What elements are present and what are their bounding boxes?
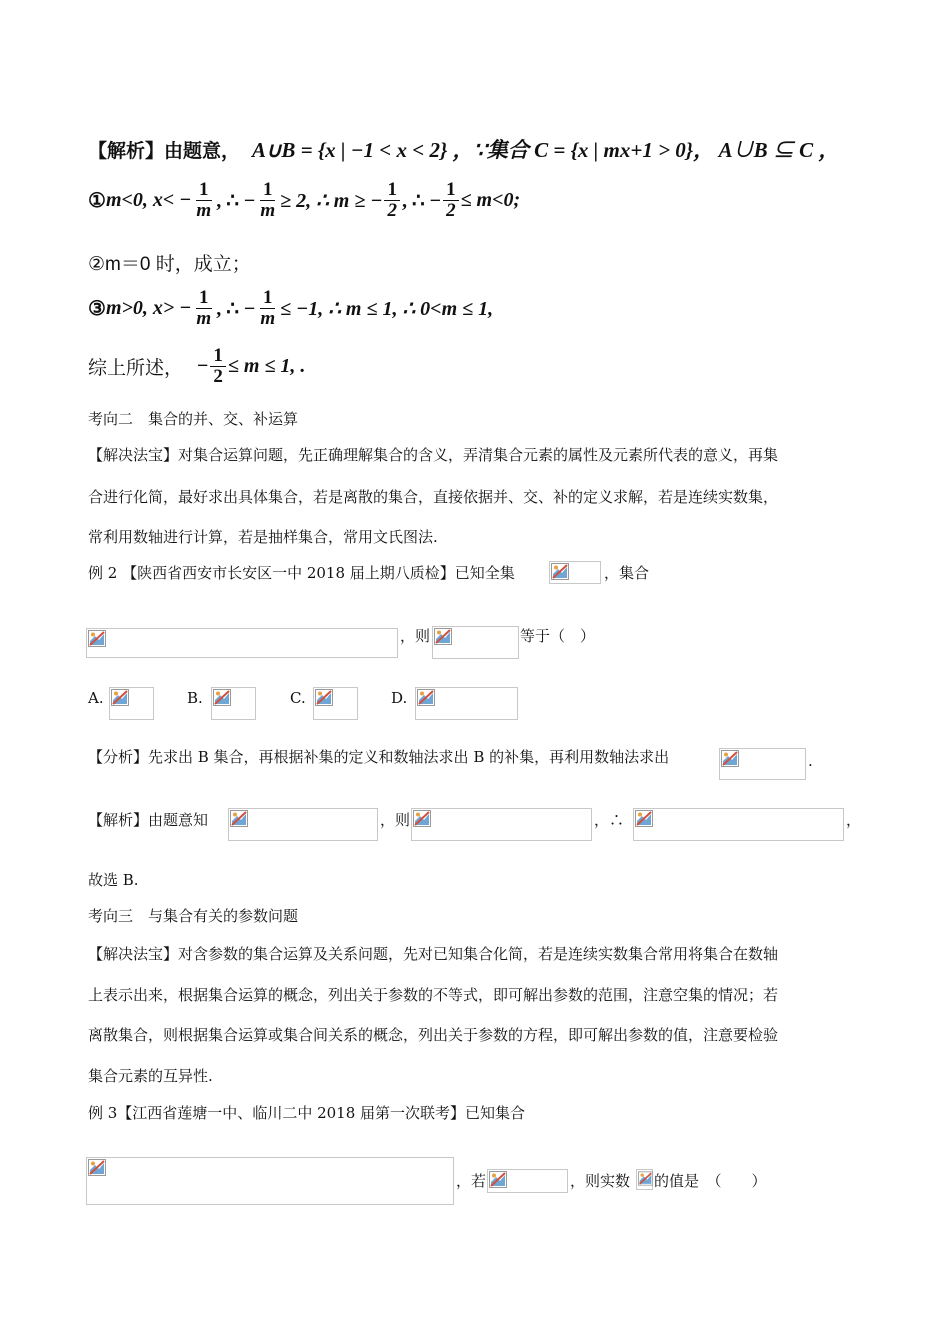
method-paragraph-line: 上表示出来，根据集合运算的概念，列出关于参数的不等式，即可解出参数的范围，注意空集的情况；若: [88, 986, 779, 1004]
fraction: $\frac{1}{2}$: [443, 180, 459, 221]
case-3-line: ③ m>0, x> − $\frac{1}{m}$ , ∴ − $\frac{1}{m}$ ≤ −1, ∴ m ≤ 1, ∴ 0<m ≤ 1,: [88, 287, 494, 329]
method-paragraph-line: 【解决法宝】对含参数的集合运算及关系问题，先对已知集合化简，若是连续实数集合常用将集合在数轴: [88, 945, 779, 963]
broken-image-icon: [417, 689, 435, 706]
solution-math-union: A∪B = {x | −1 < x < 2} ，∵集合 C = {x | mx+1 > 0}， A∪B ⊆ C ，: [252, 138, 840, 162]
analysis-end: .: [808, 752, 813, 770]
analysis-text: 【分析】先求出 B 集合，再根据补集的定义和数轴法求出 B 的补集，再利用数轴法求出: [88, 748, 670, 766]
broken-image-icon: [88, 630, 106, 647]
formula-image: [432, 626, 519, 659]
method-paragraph-line: 离散集合，则根据集合运算或集合间关系的概念，列出关于参数的方程，即可解出参数的值，注意要检验: [88, 1026, 779, 1044]
answer-text: 故选 B.: [88, 871, 139, 889]
case-2-line: ②m＝0 时，成立；: [88, 254, 251, 275]
solution-2-therefore: ，∴: [594, 811, 625, 829]
option-c-image[interactable]: [313, 687, 358, 720]
section-heading: 考向三 与集合有关的参数问题: [88, 907, 299, 925]
formula-image: [86, 628, 398, 658]
broken-image-icon: [230, 810, 248, 827]
formula-image: [487, 1169, 568, 1193]
solution-prefix: 【解析】由题意，: [88, 140, 241, 162]
solution-line-1: [88, 134, 839, 164]
example-2-set-text: ，集合: [604, 564, 650, 582]
example-3-if: ，若: [456, 1172, 487, 1190]
formula-image: [411, 808, 592, 841]
example-3-intro: 例 3【江西省莲塘一中、临川二中 2018 届第一次联考】已知集合: [88, 1104, 526, 1122]
method-paragraph-line: 集合元素的互异性.: [88, 1067, 213, 1085]
fraction: $\frac{1}{m}$: [196, 287, 212, 329]
broken-image-icon: [88, 1159, 106, 1176]
broken-image-icon: [315, 689, 333, 706]
example-2-equals-text: 等于（ ）: [520, 627, 596, 645]
fraction: $\frac{1}{m}$: [260, 179, 276, 221]
method-paragraph-line: 合进行化简，最好求出具体集合，若是离散的集合，直接依据并、交、补的定义求解，若是连续实数集，: [88, 488, 779, 506]
option-a-image[interactable]: [109, 687, 154, 720]
broken-image-icon: [434, 628, 452, 645]
section-heading: 考向二 集合的并、交、补运算: [88, 410, 299, 428]
method-paragraph-line: 常利用数轴进行计算，若是抽样集合，常用文氏图法.: [88, 528, 438, 546]
example-2-intro: 例 2 【陕西省西安市长安区一中 2018 届上期八质检】已知全集: [88, 564, 515, 582]
example-2-then-text: ，则: [400, 627, 431, 645]
broken-image-icon: [489, 1171, 507, 1188]
option-d-label: D.: [391, 689, 408, 707]
broken-image-icon: [111, 689, 129, 706]
broken-image-icon: [721, 750, 739, 767]
example-3-value: 的值是 （ ）: [654, 1172, 767, 1190]
option-d-image[interactable]: [415, 687, 518, 720]
fraction: $\frac{1}{2}$: [384, 180, 400, 221]
option-b-image[interactable]: [211, 687, 256, 720]
method-paragraph-line: 【解决法宝】对集合运算问题，先正确理解集合的含义，弄清集合元素的属性及元素所代表的意义，再集: [88, 446, 779, 464]
solution-2-then: ，则: [380, 811, 411, 829]
formula-image: [636, 1169, 653, 1190]
formula-image: [633, 808, 844, 841]
solution-2-end: ，: [846, 811, 862, 829]
broken-image-icon: [413, 810, 431, 827]
fraction: $\frac{1}{2}$: [210, 346, 226, 387]
formula-image: [228, 808, 378, 841]
formula-image: [549, 561, 601, 584]
option-c-label: C.: [290, 689, 306, 707]
option-a-label: A.: [88, 689, 104, 707]
fraction: $\frac{1}{m}$: [260, 287, 276, 329]
example-3-then: ，则实数: [570, 1172, 631, 1190]
fraction: $\frac{1}{m}$: [196, 179, 212, 221]
solution-2-prefix: 【解析】由题意知: [88, 811, 209, 829]
formula-image: [719, 748, 806, 780]
broken-image-icon: [638, 1171, 653, 1186]
broken-image-icon: [551, 563, 569, 580]
broken-image-icon: [635, 810, 653, 827]
case-1-line: ① m<0, x< − $\frac{1}{m}$ , ∴ − $\frac{1}{m}$ ≥ 2, ∴ m ≥ − $\frac{1}{2}$ , ∴ − $\frac{1}{2}$ ≤ m<0;: [88, 179, 521, 221]
formula-image: [86, 1157, 454, 1205]
summary-line: 综上所述， − $\frac{1}{2}$ ≤ m ≤ 1, .: [88, 345, 306, 387]
broken-image-icon: [213, 689, 231, 706]
option-b-label: B.: [187, 689, 203, 707]
